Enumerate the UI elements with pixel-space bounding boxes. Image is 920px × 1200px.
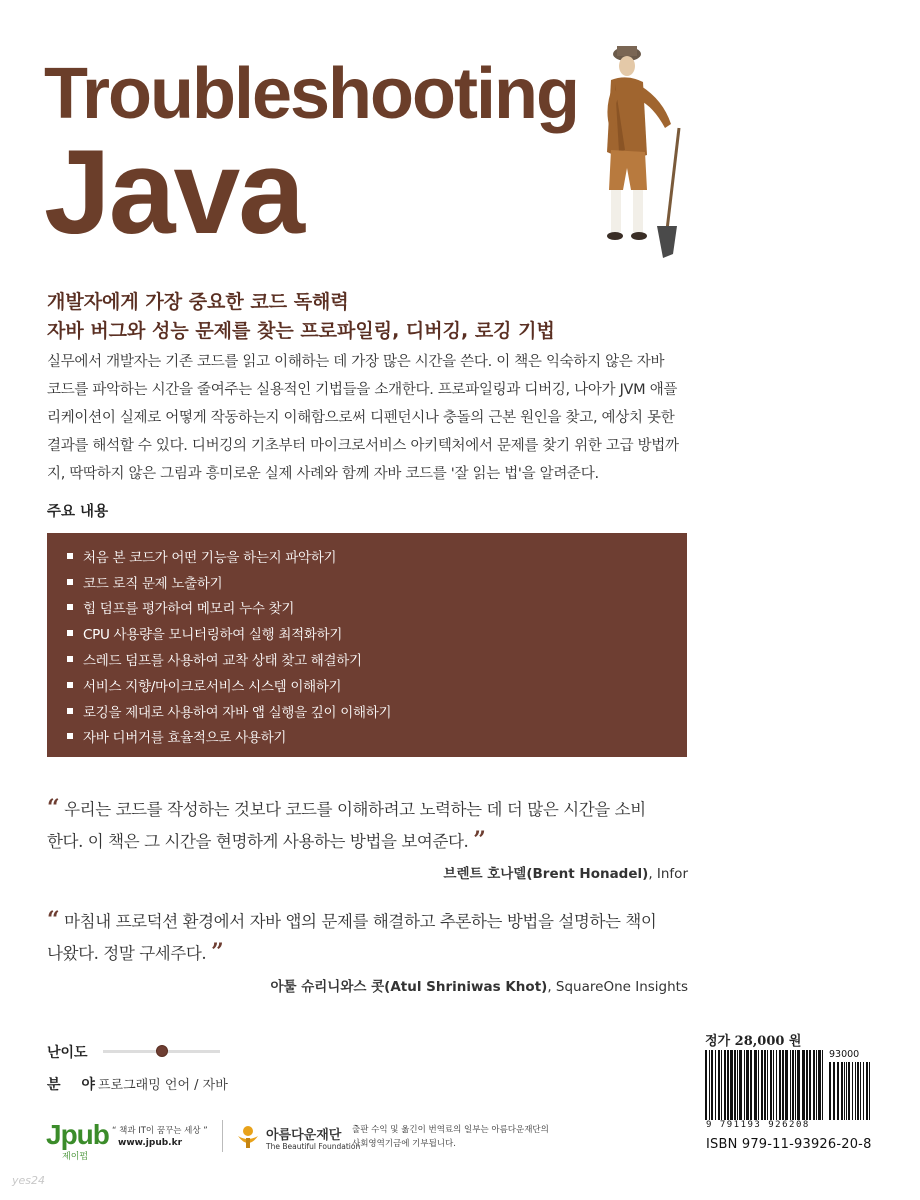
barcode-bar xyxy=(802,1050,805,1120)
barcode-bar xyxy=(705,1050,707,1120)
isbn-barcode xyxy=(705,1050,873,1121)
key-contents-item-text: 힙 덤프를 평가하여 메모리 누수 찾기 xyxy=(83,601,295,618)
key-contents-item xyxy=(67,595,687,621)
book-title-line1: Troubleshooting xyxy=(44,54,578,134)
quote-author: 브렌트 호나델(Brent Honadel) xyxy=(443,866,649,882)
price-label: 정가 xyxy=(705,1034,731,1049)
description-line: 실무에서 개발자는 기존 코드를 읽고 이해하는 데 가장 많은 시간을 쓴다. 이 책은 익숙하지 않은 자바 xyxy=(47,354,665,370)
barcode-addon-bar xyxy=(860,1062,861,1120)
foundation-logo-icon xyxy=(235,1122,261,1150)
barcode-bar xyxy=(750,1050,752,1120)
publisher-slogan: “ 책과 IT이 꿈꾸는 세상 ” xyxy=(112,1126,208,1136)
key-contents-item xyxy=(67,698,687,724)
key-contents-item xyxy=(67,620,687,646)
barcode-bar xyxy=(764,1050,766,1120)
barcode-bar xyxy=(715,1050,716,1120)
quote-attribution-1 xyxy=(443,862,688,882)
barcode-addon-bar xyxy=(863,1062,864,1120)
barcode-addon-bar xyxy=(846,1062,847,1120)
quote-org: , Infor xyxy=(648,866,688,882)
barcode-bar xyxy=(739,1050,742,1120)
barcode-digits: 9 791193 926208 xyxy=(706,1120,810,1130)
field-value: 프로그래밍 언어 / 자바 xyxy=(98,1078,228,1093)
quote-close-mark: ” xyxy=(211,939,224,965)
barcode-bar xyxy=(782,1050,784,1120)
key-contents-heading: 주요 내용 xyxy=(47,504,109,520)
key-contents-item xyxy=(67,569,687,595)
book-description xyxy=(47,348,687,488)
barcode-addon-bar xyxy=(841,1062,843,1120)
barcode-addon-bar xyxy=(869,1062,870,1120)
key-contents-item xyxy=(67,672,687,698)
description-line: 결과를 해석할 수 있다. 디버깅의 기초부터 마이크로서비스 아키텍처에서 문제를 찾기 위한 고급 방법까 xyxy=(47,438,679,454)
quote-text: 한다. 이 책은 그 시간을 현명하게 사용하는 방법을 보여준다. xyxy=(47,832,469,851)
key-contents-item-text: 자바 디버거를 효율적으로 사용하기 xyxy=(83,730,287,747)
key-contents-item-text: CPU 사용량을 모니터링하여 실행 최적화하기 xyxy=(83,627,343,644)
barcode-bar xyxy=(709,1050,710,1120)
publisher-logo-main: Jpub xyxy=(46,1119,109,1150)
publisher-logo-sub: 제이펍 xyxy=(62,1151,89,1161)
barcode-bar xyxy=(758,1050,759,1120)
barcode-addon-bar xyxy=(855,1062,856,1120)
key-contents-item-text: 로깅을 제대로 사용하여 자바 앱 실행을 깊이 이해하기 xyxy=(83,704,392,721)
endorsement-quote-2 xyxy=(47,905,687,969)
key-contents-item-text: 서비스 지향/마이크로서비스 시스템 이해하기 xyxy=(83,678,342,695)
quote-close-mark: ” xyxy=(473,827,486,853)
quote-org: , SquareOne Insights xyxy=(547,979,688,995)
foundation-note: 출판 수익 및 옮긴이 번역료의 일부는 아름다운재단의 사회영역기금에 기부됩니다. xyxy=(352,1125,549,1149)
bullet-icon xyxy=(67,553,73,559)
barcode-bar xyxy=(754,1050,757,1120)
bullet-icon xyxy=(67,708,73,714)
barcode-bar xyxy=(730,1050,733,1120)
barcode-bar xyxy=(779,1050,781,1120)
field-label: 분 야 xyxy=(47,1077,103,1093)
barcode-bar xyxy=(797,1050,800,1120)
barcode-addon-bar xyxy=(833,1062,835,1120)
barcode-bar xyxy=(776,1050,777,1120)
description-line: 리케이션이 실제로 어떻게 작동하는지 이해함으로써 디펜던시나 충돌의 근본 원인을 찾고, 예상치 못한 xyxy=(47,410,675,426)
bullet-icon xyxy=(67,733,73,739)
publisher-logo xyxy=(46,1121,109,1162)
footer-divider xyxy=(222,1120,223,1152)
quote-attribution-2 xyxy=(270,975,688,995)
difficulty-bar xyxy=(103,1050,220,1053)
barcode-bar xyxy=(813,1050,815,1120)
foundation-name: 아름다운재단 xyxy=(266,1128,342,1143)
barcode-bar xyxy=(721,1050,722,1120)
barcode-bar xyxy=(790,1050,791,1120)
bullet-icon xyxy=(67,630,73,636)
barcode-bar xyxy=(767,1050,768,1120)
description-line: 지, 딱딱하지 않은 그림과 흥미로운 실제 사례와 함께 자바 코드를 '잘 읽는 법'을 알려준다. xyxy=(47,466,599,482)
book-title-line2: Java xyxy=(44,125,303,259)
barcode-bar xyxy=(744,1050,745,1120)
cover-illustration xyxy=(575,40,700,265)
quote-author: 아툴 슈리니와스 콧(Atul Shriniwas Khot) xyxy=(270,979,548,995)
description-line: 코드를 파악하는 시간을 줄여주는 실용적인 기법들을 소개한다. 프로파일링과 디버깅, 나아가 JVM 애플 xyxy=(47,382,678,398)
barcode-addon-bar xyxy=(829,1062,831,1120)
subtitle-1: 개발자에게 가장 중요한 코드 독해력 xyxy=(47,291,349,313)
barcode-addon-bar xyxy=(844,1062,845,1120)
difficulty-indicator xyxy=(156,1045,168,1057)
key-contents-item xyxy=(67,543,687,569)
publisher-url: www.jpub.kr xyxy=(118,1138,183,1148)
barcode-addon-bar xyxy=(852,1062,853,1120)
price xyxy=(705,1030,802,1049)
barcode-bar xyxy=(816,1050,817,1120)
barcode-bar xyxy=(818,1050,821,1120)
bullet-icon xyxy=(67,656,73,662)
quote-text: 나왔다. 정말 구세주다. xyxy=(47,944,207,963)
key-contents-item-text: 코드 로직 문제 노출하기 xyxy=(83,575,223,592)
price-value: 28,000 원 xyxy=(734,1034,802,1049)
key-contents-item xyxy=(67,646,687,672)
quote-text: 마침내 프로덕션 환경에서 자바 앱의 문제를 해결하고 추론하는 방법을 설명하는 책이 xyxy=(64,912,657,931)
key-contents-item xyxy=(67,724,687,750)
difficulty-label: 난이도 xyxy=(47,1045,88,1061)
quote-open-mark: “ xyxy=(47,795,60,821)
barcode-bar xyxy=(806,1050,808,1120)
barcode-addon-bar xyxy=(837,1062,839,1120)
barcode-bar xyxy=(724,1050,726,1120)
barcode-bar xyxy=(809,1050,811,1120)
barcode-bar xyxy=(822,1050,823,1120)
key-contents-box xyxy=(47,533,687,757)
key-contents-item-text: 처음 본 코드가 어떤 기능을 하는지 파악하기 xyxy=(83,549,337,566)
quote-open-mark: “ xyxy=(47,907,60,933)
subtitle-2: 자바 버그와 성능 문제를 찾는 프로파일링, 디버깅, 로깅 기법 xyxy=(47,320,555,342)
barcode-bar xyxy=(792,1050,794,1120)
barcode-bar xyxy=(795,1050,796,1120)
barcode-bar xyxy=(727,1050,729,1120)
barcode-bar xyxy=(785,1050,788,1120)
barcode-bar xyxy=(770,1050,772,1120)
key-contents-item-text: 스레드 덤프를 사용하여 교착 상태 찾고 해결하기 xyxy=(83,653,362,670)
barcode-addon-code: 93000 xyxy=(829,1049,860,1060)
quote-text: 우리는 코드를 작성하는 것보다 코드를 이해하려고 노력하는 데 더 많은 시간을 소비 xyxy=(64,800,646,819)
barcode-bar xyxy=(773,1050,774,1120)
barcode-bar xyxy=(761,1050,763,1120)
foundation-name-en: The Beautiful Foundation xyxy=(266,1142,361,1151)
watermark: yes24 xyxy=(12,1174,46,1187)
barcode-addon-bar xyxy=(857,1062,859,1120)
isbn-text: ISBN 979-11-93926-20-8 xyxy=(706,1137,872,1152)
barcode-addon-bar xyxy=(866,1062,868,1120)
barcode-addon-bar xyxy=(848,1062,850,1120)
barcode-bar xyxy=(711,1050,713,1120)
barcode-bar xyxy=(737,1050,738,1120)
bullet-icon xyxy=(67,604,73,610)
barcode-bar xyxy=(734,1050,736,1120)
bullet-icon xyxy=(67,579,73,585)
barcode-bar xyxy=(746,1050,749,1120)
barcode-bar xyxy=(718,1050,720,1120)
bullet-icon xyxy=(67,682,73,688)
endorsement-quote-1 xyxy=(47,793,687,857)
